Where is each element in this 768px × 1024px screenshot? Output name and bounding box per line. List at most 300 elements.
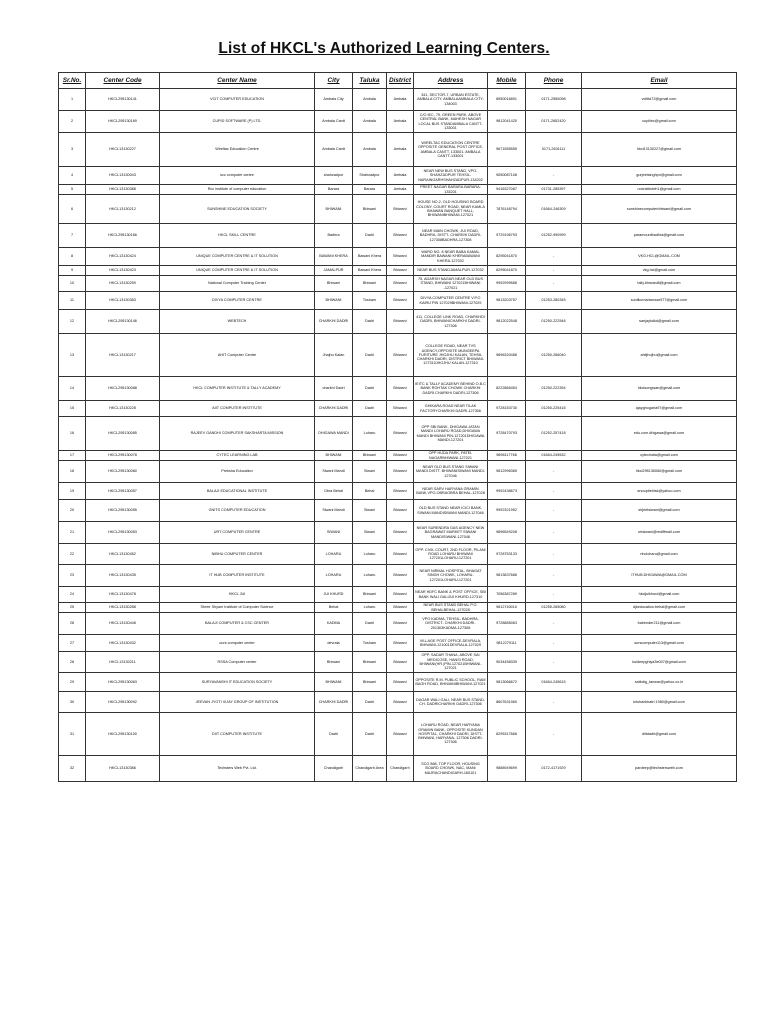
cell-mobile: 8295317666 [488,713,526,756]
cell-mobile: 9813066672 [488,673,526,692]
cell-taluka: Ambala [353,89,387,111]
cell-phone: 01664-245615 [526,673,582,692]
table-row [59,266,737,276]
cell-address: C/O IEC, 79, GREEN PARK, ABOVE CENTRAL BANK, MAHESH NAGAR LOCAL BUS STANDAMBALA CANTT-133001 [414,111,488,133]
cell-address: PREET NAGAR BARARA BARARA-133201 [414,185,488,195]
cell-city: Bhiwani [315,276,353,292]
cell-city: SIWANI [315,522,353,544]
table-header-row [59,73,737,89]
cell-taluka: Dadri [353,713,387,756]
table-row [59,565,737,587]
cell-district: Bhiwani [387,451,414,461]
cell-email: vcitltd72@gmail.com [582,89,737,111]
cell-sr-no: 6 [59,195,86,224]
cell-city: CHARKHI DADRI [315,401,353,417]
cell-mobile: 8295041870 [488,248,526,266]
cell-center-code: HKCL13130211 [86,652,160,673]
cell-taluka: Bhiwani [353,673,387,692]
cell-email: sunshinecomputerbhiwani@gmail.com [582,195,737,224]
cell-phone: - [526,713,582,756]
cell-mobile: 9728753133 [488,544,526,565]
cell-sr-no: 4 [59,167,86,185]
cell-phone: 01664-245532 [526,451,582,461]
cell-city: CHARKHI DADRI [315,692,353,713]
cell-center-name: SUNSHINE EDUCATION SOCIETY [160,195,315,224]
cell-sr-no: 11 [59,292,86,310]
cell-district: Ambala [387,167,414,185]
cell-center-code: HKCL13130388 [86,185,160,195]
cell-mobile: 7056387289 [488,587,526,603]
cell-center-code: HKCL13130288 [86,603,160,613]
cell-email: urtsiwani@rediffmail.com [582,522,737,544]
cell-taluka: Bhiwani [353,195,387,224]
cell-center-code: HKCL295130055 [86,500,160,522]
cell-center-name: DIVYA COMPUTER CENTRE [160,292,315,310]
cell-taluka: Shahzadpur [353,167,387,185]
cell-taluka: Behal [353,483,387,500]
cell-email: hkcl295130060@gmail.com [582,461,737,483]
cell-mobile: 9896117766 [488,451,526,461]
cell-district: Bhiwani [387,522,414,544]
cell-district: Bhiwani [387,248,414,266]
cell-center-code: HKCL295130141 [86,89,160,111]
cell-taluka: Dadri [353,224,387,248]
cell-taluka: Siwani [353,522,387,544]
cell-center-code: HKCL13130217 [86,334,160,377]
cell-phone: 01252-990999 [526,224,582,248]
cell-city: Jhajhu Kalan [315,334,353,377]
cell-phone: 0171-2652420 [526,111,582,133]
cell-phone: 01731-285397 [526,185,582,195]
cell-phone: 01250-266040 [526,334,582,377]
cell-city: Siwani Mandi [315,500,353,522]
cell-address: NEAR OLD BUS STAND SIWANI MANDI.DISTT. BHIWANISIWANI MANDI-127046 [414,461,488,483]
cell-city: Ambala Cantt [315,111,353,133]
cell-sr-no: 10 [59,276,86,292]
page-title: List of HKCL's Authorized Learning Centers. [218,40,550,57]
cell-email: kuldeepghiya3e007@gmail.com [582,652,737,673]
cell-taluka: Loharu [353,417,387,451]
cell-sr-no: 3 [59,133,86,167]
cell-center-name: ours computer center [160,635,315,652]
cell-phone: 01252-257418 [526,417,582,451]
cell-sr-no: 24 [59,587,86,603]
table-row [59,377,737,401]
cell-mobile: 9896549208 [488,522,526,544]
cell-center-name: National Computer Training Center [160,276,315,292]
cell-address: OPP. SADAR THANA, ABOVE SAI MEDICOSE, HANSI ROAD, BHIWANI(HR.)PIN-127021BHIWANI-127021 [414,652,488,673]
cell-email: krishankhatri.1980@gmail.com [582,692,737,713]
cell-district: Chandigarh [387,756,414,782]
cell-phone: 0171-2550098 [526,89,582,111]
cell-address: OPP HUDA PARK, PATEL NAGARBHIWANI-127021 [414,451,488,461]
cell-center-code: HKCL13130478 [86,587,160,603]
cell-sr-no: 28 [59,652,86,673]
cell-phone: 01250-225416 [526,401,582,417]
cell-address: 341, SECTOR-7, URBAN ESTATE, AMBALA CITY, AMBALAAMBALA CITY-134003 [414,89,488,111]
cell-center-name: CUPID SOFTWARE (P) LTD. [160,111,315,133]
table-row [59,185,737,195]
cell-taluka: Dadri [353,310,387,334]
cell-city: Obra Behal [315,483,353,500]
cell-center-name: WEBTECH [160,310,315,334]
cell-address: OLD BUS STAND NEAR ICICI BANK, SIWANI MANDISIWANI MANDI-127046 [414,500,488,522]
cell-city: Chandigarh [315,756,353,782]
table-row [59,461,737,483]
cell-phone: - [526,635,582,652]
cell-taluka: Ambala [353,111,387,133]
table-row [59,522,737,544]
cell-city: BHIWANI [315,292,353,310]
cell-taluka: Loharu [353,565,387,587]
cell-mobile: 7876148794 [488,195,526,224]
cell-email: ajayghogaria97@gmail.com [582,401,737,417]
cell-sr-no: 22 [59,544,86,565]
cell-taluka: Siwani [353,461,387,483]
cell-city: Barara [315,185,353,195]
cell-email: gurjeetsinghpn@gmail.com [582,167,737,185]
cell-sr-no: 1 [59,89,86,111]
table-body [59,89,737,782]
cell-sr-no: 26 [59,613,86,635]
cell-center-code: HKCL13130424 [86,248,160,266]
header-district: District [387,73,414,89]
cell-center-name: AHIT Computer Centre [160,334,315,377]
cell-mobile: 9050087108 [488,167,526,185]
cell-center-name: UNIQUE COMPUTER CENTRE & IT SOLUTION [160,248,315,266]
cell-address: WIRELTAC EDUCATION CENTRE OPPOSITE GENERAL POST OFFICE, AMBALA CANTT, 133001. AMBALA CANTT-133001 [414,133,488,167]
cell-district: Bhiwani [387,401,414,417]
cell-district: Ambala [387,185,414,195]
cell-email: balrender211@gmail.com [582,613,737,635]
cell-taluka: Tosham [353,292,387,310]
cell-email: vkg.hcl@gmail.com [582,266,737,276]
cell-center-code: HKCL13130228 [86,401,160,417]
cell-city: BHIWANI [315,451,353,461]
cell-center-name: SURYAVANSHI IT EDUCATION SOCIETY [160,673,315,692]
cell-center-code: HKCL295130060 [86,461,160,483]
cell-mobile: 9671555555 [488,133,526,167]
cell-mobile: 9813637686 [488,565,526,587]
cell-sr-no: 9 [59,266,86,276]
cell-mobile: 9888949699 [488,756,526,782]
cell-city: BHIWANI [315,673,353,692]
cell-mobile: 8222865454 [488,377,526,401]
cell-district: Bhiwani [387,310,414,334]
cell-center-name: Techsters Web Pvt. Ltd. [160,756,315,782]
cell-district: Ambala [387,133,414,167]
cell-center-code: HKCL295130100 [86,713,160,756]
cell-center-code: HKCL295130078 [86,451,160,461]
cell-mobile: 9728153730 [488,401,526,417]
table-row [59,587,737,603]
cell-sr-no: 27 [59,635,86,652]
cell-taluka: Dadri [353,334,387,377]
cell-phone: 01250-222548 [526,310,582,334]
cell-phone: - [526,544,582,565]
cell-sr-no: 23 [59,565,86,587]
cell-sr-no: 30 [59,692,86,713]
cell-district: Bhiwani [387,483,414,500]
cell-city: LOHARU [315,565,353,587]
cell-district: Bhiwani [387,500,414,522]
table-row [59,451,737,461]
cell-center-code: HKCL295130092 [86,692,160,713]
cell-taluka: Loharu [353,603,387,613]
cell-center-code: HKCL13130259 [86,276,160,292]
cell-email: hkcljuikhurd@gmail.com [582,587,737,603]
cell-email: VKG.HCL@GMAIL.COM [582,248,737,266]
cell-mobile: 9813203757 [488,292,526,310]
cell-address: DIVYA COMPUTER CENTRE V.P.O KAIRU PIN 127029BHIWANI-127029 [414,292,488,310]
table-row [59,673,737,692]
cell-email: pardeep@techstersweb.com [582,756,737,782]
cell-email: tally.bhiwani8@gmail.com [582,276,737,292]
table-row [59,89,737,111]
cell-center-name: NIBHU COMPUTER CENTER [160,544,315,565]
cell-sr-no: 15 [59,401,86,417]
cell-mobile: 9729196793 [488,224,526,248]
cell-city: devrala [315,635,353,652]
cell-phone: - [526,522,582,544]
table-row [59,756,737,782]
cell-center-name: Rcc institute of computer education [160,185,315,195]
cell-email: edu.com.dhigawa@gmail.com [582,417,737,451]
cell-address: OPPOSITE R.M. PUBLIC SCHOOL, RAM BAGH ROAD, BHIWANIBHIWANI-127021 [414,673,488,692]
cell-center-name: VCIT COMPUTER EDUCATION [160,89,315,111]
cell-center-code: HKCL295130166 [86,224,160,248]
cell-sr-no: 14 [59,377,86,401]
cell-city: Ambala City [315,89,353,111]
cell-center-name: HKCL SKILL CENTRE [160,224,315,248]
cell-city: charkhi Dadri [315,377,353,401]
table-row [59,224,737,248]
table-row [59,276,737,292]
cell-email: nhcloharu@gmail.com [582,544,737,565]
cell-center-name: GNITS COMPUTER EDUCATION [160,500,315,522]
cell-center-name: JEEVAN JYOTI VIJAY GROUP OF INSTITUTION [160,692,315,713]
cell-sr-no: 31 [59,713,86,756]
cell-sr-no: 2 [59,111,86,133]
cell-sr-no: 21 [59,522,86,544]
table-row [59,500,737,522]
cell-mobile: 9812279111 [488,635,526,652]
cell-sr-no: 32 [59,756,86,782]
cell-address: VPO KADMA, TEHSIL- BADHRA, DISTRICT- CHARKHI DADRI-201303KADMA-127308 [414,613,488,635]
cell-center-name: HKCL COMPUTER INSTITUTE & TALLY ACADEMY [160,377,315,401]
cell-center-code: HKCL13130212 [86,195,160,224]
cell-center-name: UNIQUE COMPUTER CENTRE & IT SOLUTION [160,266,315,276]
cell-email: paramountbadhra@gmail.com [582,224,737,248]
cell-taluka: Dadri [353,377,387,401]
cell-sr-no: 29 [59,673,86,692]
cell-email: cytecindia@gmail.com [582,451,737,461]
cell-taluka: Dadri [353,401,387,417]
cell-address: SCO 868, TOP FLOOR, HOUSING BOARD CHOWK, NAC, MANI MAJRACHANDIGARH-160101 [414,756,488,782]
cell-phone: 01255-265080 [526,603,582,613]
cell-taluka: Loharu [353,544,387,565]
cell-sr-no: 25 [59,603,86,613]
cell-district: Bhiwani [387,652,414,673]
table-row [59,195,737,224]
table-row [59,417,737,451]
cell-taluka: Dadri [353,613,387,635]
cell-phone: - [526,613,582,635]
cell-district: Bhiwani [387,224,414,248]
cell-sr-no: 16 [59,417,86,451]
cell-phone: - [526,276,582,292]
cell-center-code: HKCL13130432 [86,635,160,652]
cell-district: Bhiwani [387,461,414,483]
cell-address: 75, ADARSH NAGAR,NEAR OLD BUS STAND, BHIWANI 127021BHIWANI -127021 [414,276,488,292]
cell-address: VILLAGE POST OFFICE-DEVRALA, BHIWANI-121001DEVRALA-127029 [414,635,488,652]
cell-center-code: HKCL13130452 [86,544,160,565]
header-city: City [315,73,353,89]
cell-district: Bhiwani [387,603,414,613]
cell-city: Behal [315,603,353,613]
cell-city: Ambala Cantt [315,133,353,167]
cell-sr-no: 8 [59,248,86,266]
cell-city: Dadri [315,713,353,756]
cell-address: WARD NO. 8 NEAR BABA KAMAL MANDIR BAWANI KHERABAWANI KHERA-127032 [414,248,488,266]
cell-center-code: HKCL13130448 [86,613,160,635]
cell-taluka: Bawani Khera [353,266,387,276]
cell-phone: 0171-2631111 [526,133,582,167]
cell-taluka: Bhiwani [353,652,387,673]
cell-phone: 01253-280345 [526,292,582,310]
cell-city: CHARKHI DADRI [315,310,353,334]
centers-table [58,72,737,782]
cell-phone: - [526,587,582,603]
cell-city: Bhiwani [315,652,353,673]
cell-mobile: 8950016891 [488,89,526,111]
header-phone: Phone [526,73,582,89]
cell-email: sanjaykdkd@gmail.com [582,310,737,334]
cell-district: Bhiwani [387,587,414,603]
cell-phone: - [526,248,582,266]
table-row [59,713,737,756]
header-center-name: Center Name [160,73,315,89]
cell-sr-no: 7 [59,224,86,248]
cell-address: NEAR HDFC BANK & POST OFFICE, SBI BANK WALI GALIJUI KHURD-127310 [414,587,488,603]
cell-taluka: Chandigarh Area [353,756,387,782]
cell-taluka: Ambala [353,133,387,167]
cell-address: NEAR BUS STAND BEHAL P.O. BEHALBEHAL-127028 [414,603,488,613]
table-row [59,635,737,652]
cell-center-code: HKCL13130043 [86,167,160,185]
cell-mobile: 9728470793 [488,417,526,451]
cell-city: LOHARU [315,544,353,565]
table-row [59,652,737,673]
cell-sr-no: 20 [59,500,86,522]
cell-city: JUI KHURD [315,587,353,603]
header-mobile: Mobile [488,73,526,89]
cell-center-code: HKCL13130423 [86,266,160,276]
cell-center-code: HKCL295130053 [86,522,160,544]
cell-city: KADMA [315,613,353,635]
cell-city: Siwani Mandi [315,461,353,483]
cell-district: Bhiwani [387,334,414,377]
cell-city: BAWANI KHERA [315,248,353,266]
cell-mobile: 9992321952 [488,500,526,522]
cell-address: DAGAR WALI GALI, NEAR BUS STAND, CH. DADRICHARKHI DADRI-127306 [414,692,488,713]
cell-address: NEAR NIRMAL HOSPITAL, BHAGAT SINGH CHOWK, LOHARU- 127201LOHARU-127201 [414,565,488,587]
cell-mobile: 9992438673 [488,483,526,500]
cell-center-code: HKCL295130057 [86,483,160,500]
cell-district: Bhiwani [387,266,414,276]
cell-city: Badhra [315,224,353,248]
header-address: Address [414,73,488,89]
cell-center-code: HKCL13130383 [86,292,160,310]
cell-taluka: Bhiwani [353,451,387,461]
cell-taluka: Bhiwani [353,587,387,603]
cell-sr-no: 17 [59,451,86,461]
cell-email: ahitjhojhu@gmail.com [582,334,737,377]
cell-center-name: Wireltac Education Centre [160,133,315,167]
cell-address: NEAR MAIN CHOWK, JUI ROAD, BADHRA, DISTT- CHARKHI DADRI-127308BADHRA-127308 [414,224,488,248]
cell-email: diitdadri@gmail.com [582,713,737,756]
cell-email: hkcl13130227@gmail.com [582,133,737,167]
cell-district: Bhiwani [387,195,414,224]
cell-taluka: Tosham [353,635,387,652]
cell-address: LOHARU ROAD, NEAR HARYANA GRAMIN BANK, OPPOSITE KUNDAN HOSPITAL, CHARKHI DADRI, DISTT- BHIWANI, HARYANA- 127306 DADRI-127306 [414,713,488,756]
cell-address: OPP. CIVIL COURT, 2ND FLOOR, PILANI ROAD LOHARU BHIWANI 127201LOHARU-127201 [414,544,488,565]
cell-district: Bhiwani [387,635,414,652]
table-row [59,613,737,635]
table-row [59,292,737,310]
cell-phone: - [526,500,582,522]
cell-center-name: scc computer centre [160,167,315,185]
cell-mobile: 9812740010 [488,603,526,613]
cell-phone: - [526,565,582,587]
cell-email: hkclsongwan@gmail.com [582,377,737,401]
table-row [59,692,737,713]
cell-sr-no: 5 [59,185,86,195]
cell-mobile: 9812022548 [488,310,526,334]
cell-sr-no: 13 [59,334,86,377]
cell-city: DHIGAWA MANDI [315,417,353,451]
cell-district: Ambala [387,111,414,133]
cell-email: satbdig_tanwar@yahoo.co.in [582,673,737,692]
cell-address: NEAR SARV HARYANA GRAMIN BANK,VPO-OBRAOBRA BEHAL-127028 [414,483,488,500]
cell-address: NEAR NEW BUS STAND, VPO-SHAHZADPUR TEHSIL-NARAINGARHSHAHZADPUR-134202 [414,167,488,185]
cell-center-name: URT COMPUTER CENTRE [160,522,315,544]
cell-center-name: RSSA Computer center [160,652,315,673]
table-row [59,167,737,185]
header-center-code: Center Code [86,73,160,89]
cell-district: Bhiwani [387,613,414,635]
cell-center-name: Preksha Education [160,461,315,483]
table-row [59,603,737,613]
cell-district: Bhiwani [387,292,414,310]
cell-center-code: HKCL13130435 [86,565,160,587]
table-row [59,483,737,500]
cell-center-name: BALAJI COMPUTER & CSC CENTER [160,613,315,635]
cell-taluka: Bawani Khera [353,248,387,266]
cell-email: cupiiiec@gmail.com [582,111,737,133]
cell-sr-no: 12 [59,310,86,334]
cell-phone: 01250-222394 [526,377,582,401]
cell-center-name: AIIT COMPUTER INSTITUTE [160,401,315,417]
cell-address: IEITC & TALLY ACADEMY BEHIND O.B.C BANK ROHTAK CHOWK CHARKHI DADRI.CHARKHI DADRI-127306 [414,377,488,401]
cell-mobile: 8295041870 [488,266,526,276]
cell-mobile: 9812041420 [488,111,526,133]
cell-center-code: HKCL295130088 [86,377,160,401]
cell-center-code: HKCL295130063 [86,673,160,692]
cell-center-name: IT HUB COMPUTER INSTITUTE [160,565,315,587]
cell-email: ourscomputer113@gmail.com [582,635,737,652]
cell-mobile: 9034458339 [488,652,526,673]
